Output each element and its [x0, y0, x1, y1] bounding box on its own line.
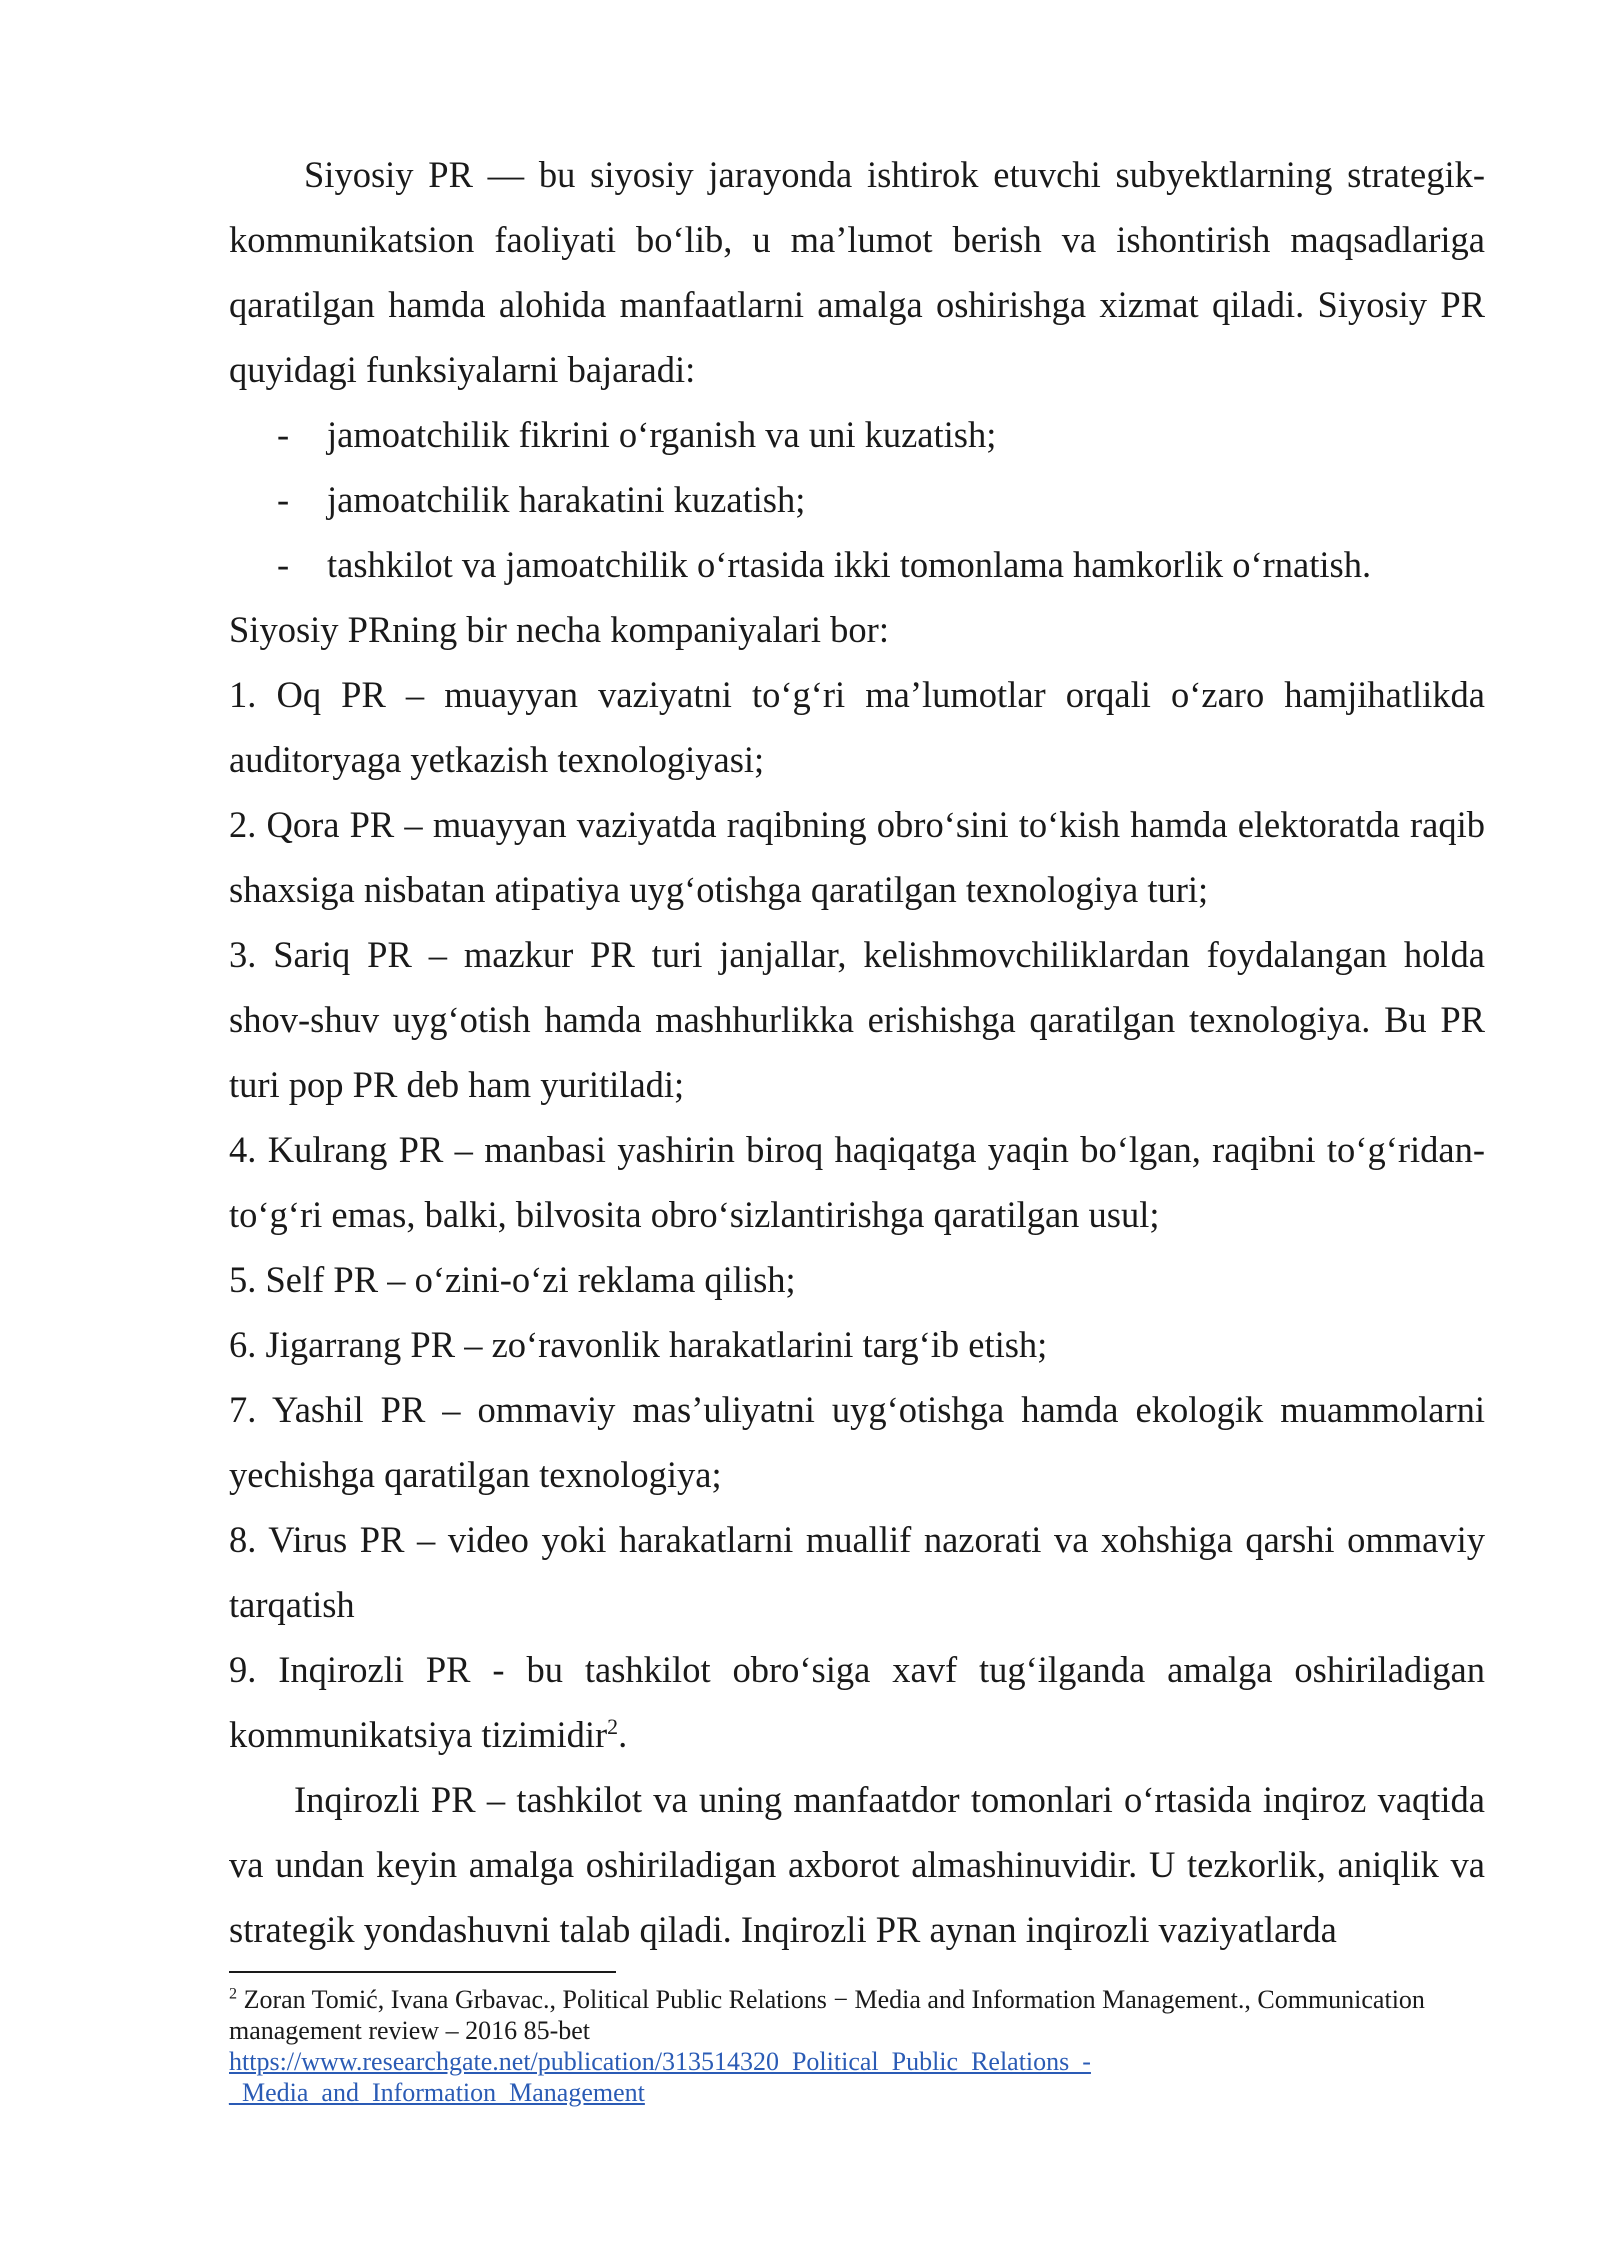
footnote-link-continued[interactable]: _Media_and_Information_Management	[229, 2078, 645, 2107]
body-text	[229, 142, 1485, 1962]
intro-paragraph: Siyosiy PR — bu siyosiy jarayonda ishtirok etuvchi subyektlarning strategik-kommunikatsion faoliyati bo‘lib, u ma’lumot berish va ishontirish maqsadlariga qaratilgan hamda alohida manfaatlarni amalga oshirishga xizmat qiladi. Siyosiy PR quyidagi funksiyalarni bajaradi:	[229, 154, 1485, 390]
pr-type-item: 4. Kulrang PR – manbasi yashirin biroq haqiqatga yaqin bo‘lgan, raqibni to‘g‘ridan-to‘g‘ri emas, balki, bilvosita obro‘sizlantirishga qaratilgan usul;	[229, 1129, 1485, 1235]
footnote-mark: 2	[229, 1985, 238, 2003]
pr-type-item: 7. Yashil PR – ommaviy mas’uliyatni uyg‘otishga hamda ekologik muammolarni yechishga qaratilgan texnologiya;	[229, 1389, 1485, 1495]
crisis-pr-paragraph: Inqirozli PR – tashkilot va uning manfaatdor tomonlari o‘rtasida inqiroz vaqtida va undan keyin amalga oshiriladigan axborot almashinuvidir. U tezkorlik, aniqlik va strategik yondashuvni talab qiladi. Inqirozli PR aynan inqirozli vaziyatlarda	[229, 1779, 1485, 1950]
pr-type-item: 1. Oq PR – muayyan vaziyatni to‘g‘ri ma’lumotlar orqali o‘zaro hamjihatlikda auditoryaga yetkazish texnologiyasi;	[229, 674, 1485, 780]
footnote-reference[interactable]: 2	[607, 1713, 619, 1739]
pr-type-item: 8. Virus PR – video yoki harakatlarni muallif nazorati va xohshiga qarshi ommaviy tarqatish	[229, 1519, 1485, 1625]
footnote-citation	[229, 1984, 1485, 2046]
pr-type-item: 6. Jigarrang PR – zo‘ravonlik harakatlarini targ‘ib etish;	[229, 1324, 1048, 1365]
footnote-link[interactable]: https://www.researchgate.net/publication/313514320_Political_Public_Relations_-	[229, 2047, 1091, 2076]
footnote	[229, 1984, 1485, 2108]
function-item-text: tashkilot va jamoatchilik o‘rtasida ikki tomonlama hamkorlik o‘rnatish.	[327, 544, 1372, 585]
sentence-end: .	[618, 1714, 628, 1755]
dash-marker: -	[277, 479, 290, 520]
footnote-separator	[229, 1971, 616, 1973]
pr-type-item: 5. Self PR – o‘zini-o‘zi reklama qilish;	[229, 1259, 796, 1300]
dash-marker: -	[277, 544, 290, 585]
pr-type-item: 3. Sariq PR – mazkur PR turi janjallar, kelishmovchiliklardan foydalangan holda shov-shuv uyg‘otish hamda mashhurlikka erishishga qaratilgan texnologiya. Bu PR turi pop PR deb ham yuritiladi;	[229, 934, 1485, 1105]
function-item	[229, 467, 1485, 532]
function-item-text: jamoatchilik fikrini o‘rganish va uni kuzatish;	[327, 414, 997, 455]
dash-marker: -	[277, 414, 290, 455]
companies-intro: Siyosiy PRning bir necha kompaniyalari bor:	[229, 609, 889, 650]
footnote-text: Zoran Tomić, Ivana Grbavac., Political Public Relations − Media and Information Management., Communication management review – 2016 85-bet	[229, 1985, 1425, 2045]
pr-type-item-text: 9. Inqirozli PR - bu tashkilot obro‘siga xavf tug‘ilganda amalga oshiriladigan kommunikatsiya tizimidir	[229, 1649, 1485, 1755]
footnote-link-line	[229, 2077, 1485, 2108]
pr-type-item	[229, 1637, 1485, 1767]
pr-type-item: 2. Qora PR – muayyan vaziyatda raqibning obro‘sini to‘kish hamda elektoratda raqib shaxsiga nisbatan atipatiya uyg‘otishga qaratilgan texnologiya turi;	[229, 804, 1485, 910]
function-item	[229, 532, 1485, 597]
footnote-link-line	[229, 2046, 1485, 2077]
function-item-text: jamoatchilik harakatini kuzatish;	[327, 479, 806, 520]
function-item	[229, 402, 1485, 467]
